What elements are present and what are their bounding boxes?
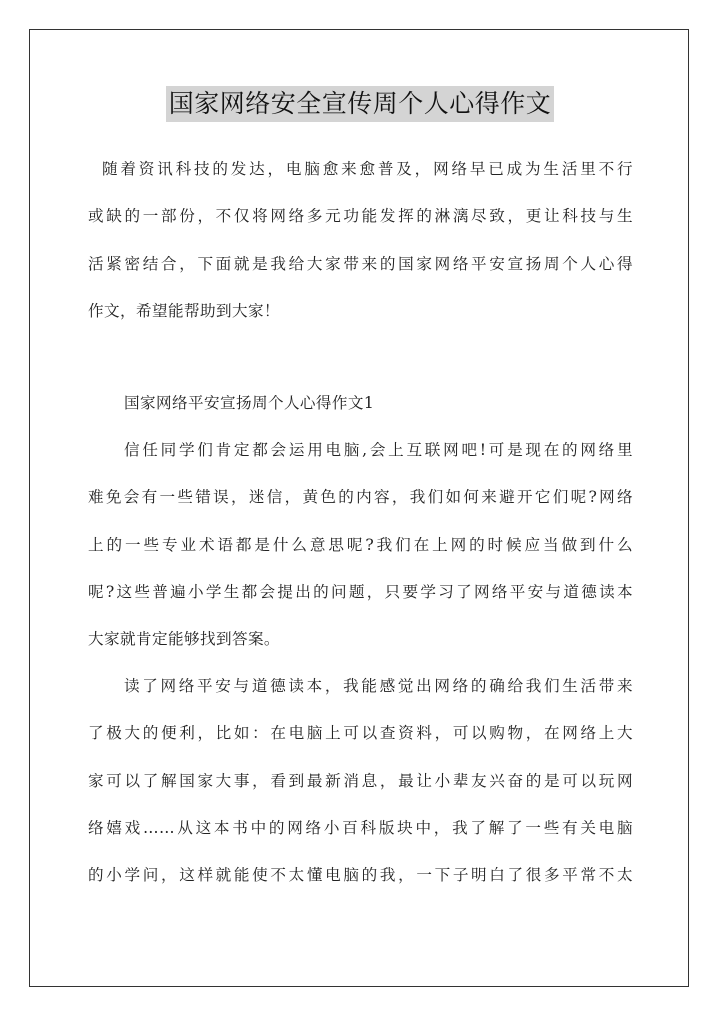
paragraph-1 <box>88 427 633 663</box>
intro-paragraph <box>88 146 633 335</box>
text-line: 上的一些专业术语都是什么意思呢?我们在上网的时候应当做到什么 <box>88 535 633 554</box>
text-line: 活紧密结合，下面就是我给大家带来的国家网络平安宣扬周个人心得 <box>88 254 633 273</box>
text-line: 或缺的一部份，不仅将网络多元功能发挥的淋漓尽致，更让科技与生 <box>88 207 633 226</box>
text-line: 大家就肯定能够找到答案。 <box>88 630 280 649</box>
text-line: 家可以了解国家大事，看到最新消息，最让小辈友兴奋的是可以玩网 <box>88 771 633 790</box>
section-heading: 国家网络平安宣扬周个人心得作文1 <box>124 394 375 412</box>
text-line: 作文，希望能帮助到大家！ <box>88 301 280 320</box>
text-line: 络嬉戏……从这本书中的网络小百科版块中，我了解了一些有关电脑 <box>88 818 633 837</box>
title-container <box>0 86 720 122</box>
text-line: 的小学问，这样就能使不太懂电脑的我，一下子明白了很多平常不太 <box>88 866 633 885</box>
text-line: 呢?这些普遍小学生都会提出的问题，只要学习了网络平安与道德读本 <box>88 582 633 601</box>
document-title: 国家网络安全宣传周个人心得作文 <box>166 86 555 122</box>
text-line: 难免会有一些错误，迷信，黄色的内容，我们如何来避开它们呢?网络 <box>88 488 633 507</box>
text-line: 信任同学们肯定都会运用电脑,会上互联网吧!可是现在的网络里 <box>124 441 633 459</box>
text-line: 了极大的便利，比如：在电脑上可以查资料，可以购物，在网络上大 <box>88 724 633 743</box>
paragraph-2 <box>88 663 633 899</box>
text-line: 读了网络平安与道德读本，我能感觉出网络的确给我们生活带来 <box>124 677 633 695</box>
text-line: 随着资讯科技的发达，电脑愈来愈普及，网络早已成为生活里不行 <box>102 160 633 178</box>
section-heading-block <box>88 380 633 427</box>
